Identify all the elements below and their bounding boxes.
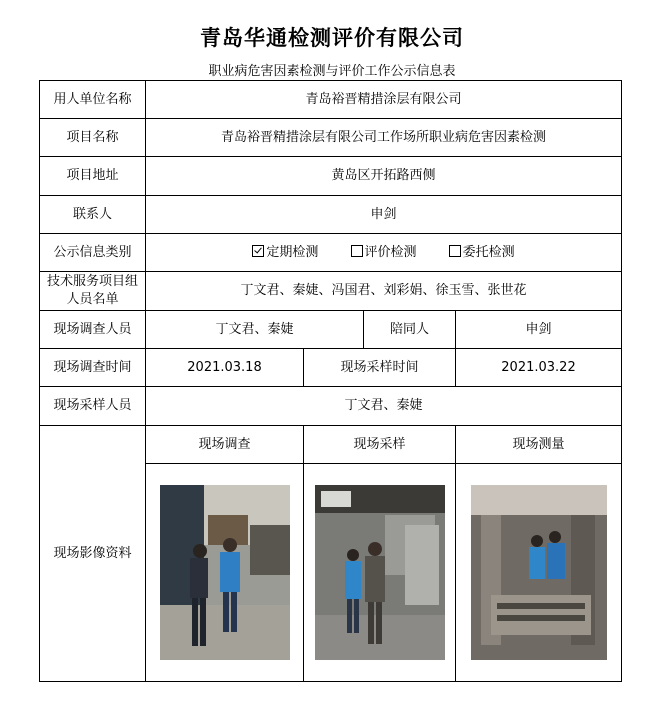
row-employer: [40, 81, 622, 119]
survey-time-label: 现场调查时间: [40, 349, 146, 387]
staff-value: 丁文君、秦婕、冯国君、刘彩娟、徐玉雪、张世花: [146, 272, 622, 311]
survey-staff-label: 现场调查人员: [40, 311, 146, 349]
accompany-value: 申剑: [456, 311, 622, 349]
employer-label: 用人单位名称: [40, 81, 146, 119]
option-evaluation[interactable]: [351, 244, 417, 262]
row-contact: [40, 196, 622, 234]
sampling-staff-label: 现场采样人员: [40, 387, 146, 426]
row-staff: [40, 272, 622, 311]
row-times: [40, 349, 622, 387]
accompany-label: 陪同人: [364, 311, 456, 349]
image-header-sampling: 现场采样: [304, 426, 456, 464]
sampling-staff-value: 丁文君、秦婕: [146, 387, 622, 426]
checkbox-icon[interactable]: [351, 245, 363, 257]
contact-label: 联系人: [40, 196, 146, 234]
image-header-measure: 现场测量: [456, 426, 622, 464]
sampling-time-value: 2021.03.22: [456, 349, 622, 387]
image-header-survey: 现场调查: [146, 426, 304, 464]
option-evaluation-label: 评价检测: [364, 244, 417, 260]
sampling-time-label: 现场采样时间: [304, 349, 456, 387]
category-label: 公示信息类别: [40, 234, 146, 272]
project-value: 青岛裕晋精措涂层有限公司工作场所职业病危害因素检测: [146, 119, 622, 157]
images-label: 现场影像资料: [40, 426, 146, 682]
photo-cell-survey: [146, 464, 304, 682]
survey-photo: [160, 485, 290, 660]
option-periodic[interactable]: [252, 244, 318, 262]
photo-cell-sampling: [304, 464, 456, 682]
info-table: [39, 80, 622, 682]
project-label: 项目名称: [40, 119, 146, 157]
checkbox-icon[interactable]: [449, 245, 461, 257]
photo-cell-measure: [456, 464, 622, 682]
row-sampling-staff: [40, 387, 622, 426]
employer-value: 青岛裕晋精措涂层有限公司: [146, 81, 622, 119]
form-subtitle: 职业病危害因素检测与评价工作公示信息表: [208, 64, 456, 79]
contact-value: 申剑: [146, 196, 622, 234]
survey-time-value: 2021.03.18: [146, 349, 304, 387]
address-label: 项目地址: [40, 157, 146, 196]
address-value: 黄岛区开拓路西侧: [146, 157, 622, 196]
survey-staff-value: 丁文君、秦婕: [146, 311, 364, 349]
category-options: [146, 234, 622, 272]
measure-photo: [471, 485, 607, 660]
option-periodic-label: 定期检测: [266, 244, 319, 260]
row-category: [40, 234, 622, 272]
company-title: 青岛华通检测评价有限公司: [200, 26, 464, 50]
option-entrusted[interactable]: [449, 244, 515, 262]
row-address: [40, 157, 622, 196]
row-image-headers: [40, 426, 622, 464]
row-survey-staff: [40, 311, 622, 349]
row-project: [40, 119, 622, 157]
option-entrusted-label: 委托检测: [462, 244, 515, 260]
staff-label: 技术服务项目组人员名单: [40, 272, 146, 311]
checkbox-checked-icon[interactable]: [252, 245, 264, 257]
sampling-photo: [315, 485, 445, 660]
